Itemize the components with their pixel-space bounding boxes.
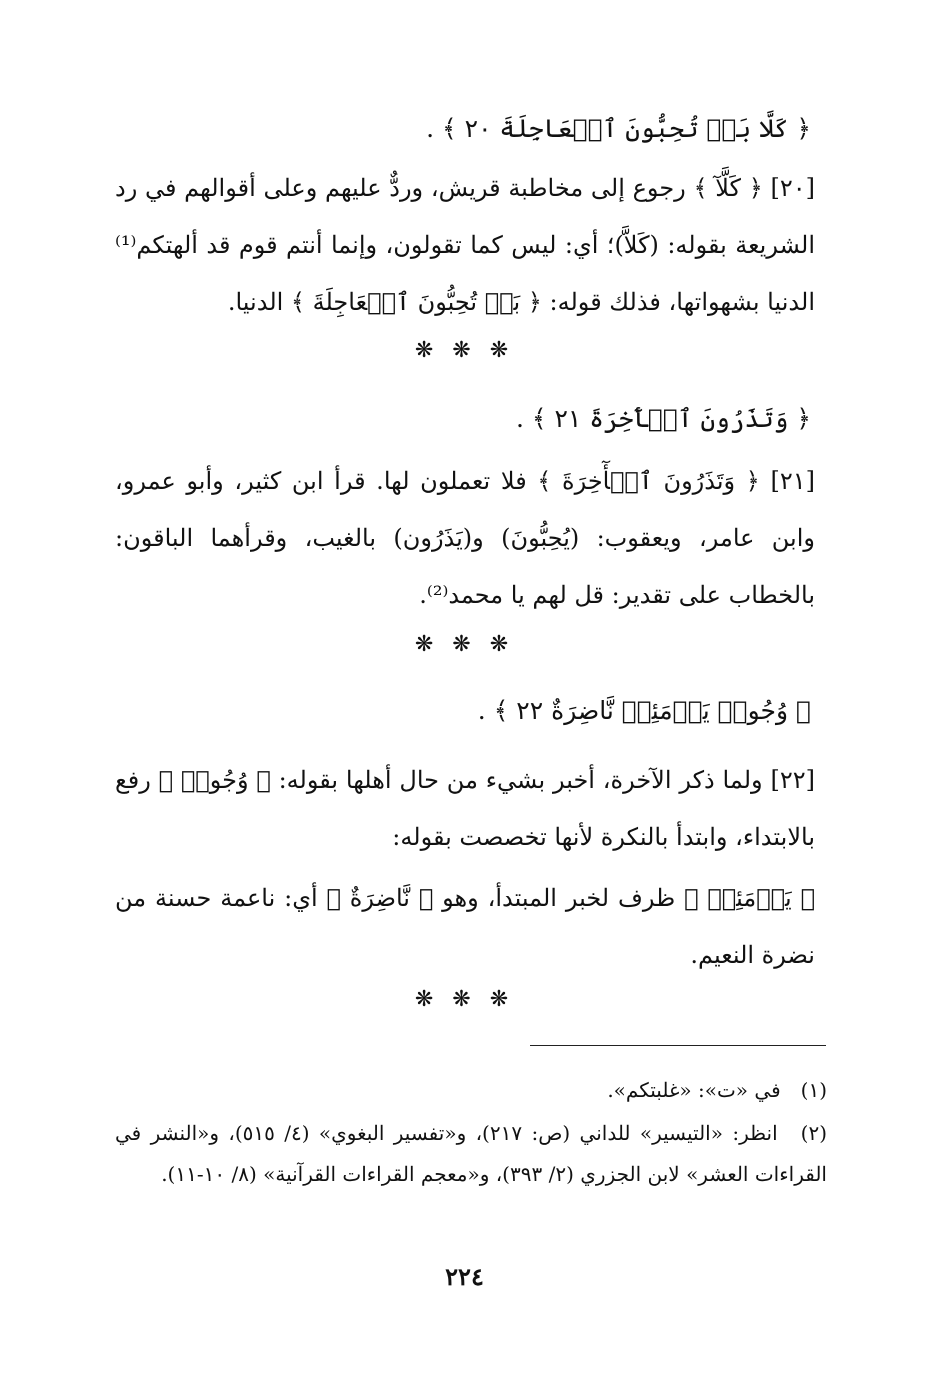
section-separator: ❋ ❋ ❋: [414, 632, 515, 657]
verse-20: ﴿ كَلَّا بَلۡ تُحِبُّونَ ٱلۡعَاجِلَةَ ٢٠ ﴾ .: [426, 114, 811, 143]
footnote-2: [115, 1113, 827, 1195]
footnote-text: في «ت»: «غلبتكم».: [607, 1078, 781, 1102]
section-separator: ❋ ❋ ❋: [414, 338, 515, 363]
commentary-20: [٢٠] ﴿ كَلَّآ ﴾ رجوع إلى مخاطبة قريش، وردٌّ عليهم وعلى أقوالهم في رد الشريعة بقوله: (كَلاَّ)؛ أي: ليس كما تقولون، وإنما أنتم قوم قد ألهتكم⁽¹⁾ الدنيا بشهواتها، فذلك قوله: ﴿ بَلۡ تُحِبُّونَ ٱلۡعَاجِلَةَ ﴾ الدنيا.: [115, 174, 815, 316]
page-number: ٢٢٤: [445, 1262, 484, 1291]
footnote-text: انظر: «التيسير» للداني (ص: ٢١٧)، و«تفسير البغوي» (٤/ ٥١٥)، و«النشر في القراءات العشر» لابن الجزري (٢/ ٣٩٣)، و«معجم القراءات القرآنية» (٨/ ١٠-١١).: [115, 1121, 827, 1186]
footnote-divider: [530, 1045, 826, 1046]
commentary-21: [٢١] ﴿ وَتَذَرُونَ ٱلۡأٓخِرَةَ ﴾ فلا تعملون لها. قرأ ابن كثير، وأبو عمرو، وابن عامر، ويعقوب: (يُحِبُّونَ) و(يَذَرُون) بالغيب، وقرأهما الباقون: بالخطاب على تقدير: قل لهم يا محمد⁽²⁾.: [115, 467, 815, 609]
commentary-22: [٢٢] ولما ذكر الآخرة، أخبر بشيء من حال أهلها بقوله: ﴿ وُجُوهٞ ﴾ رفع بالابتداء، وابتدأ بالنكرة لأنها تخصصت بقوله:: [115, 766, 815, 851]
verse-22: ﴿ وُجُوهٞ يَوۡمَئِذٖ نَّاضِرَةٌ ٢٢ ﴾ .: [477, 696, 811, 725]
commentary-22-continued: ﴿ يَوۡمَئِذٖ ﴾ ظرف لخبر المبتدأ، وهو ﴿ نَّاضِرَةٌ ﴾ أي: ناعمة حسنة من نضرة النعيم.: [115, 884, 815, 969]
verse-21: ﴿ وَتَذَرُونَ ٱلۡأٓخِرَةَ ٢١ ﴾ .: [516, 404, 811, 433]
section-separator: ❋ ❋ ❋: [414, 987, 515, 1012]
footnote-number: (٢): [800, 1121, 827, 1145]
footnote-number: (١): [800, 1078, 827, 1102]
footnote-1: [115, 1070, 827, 1111]
